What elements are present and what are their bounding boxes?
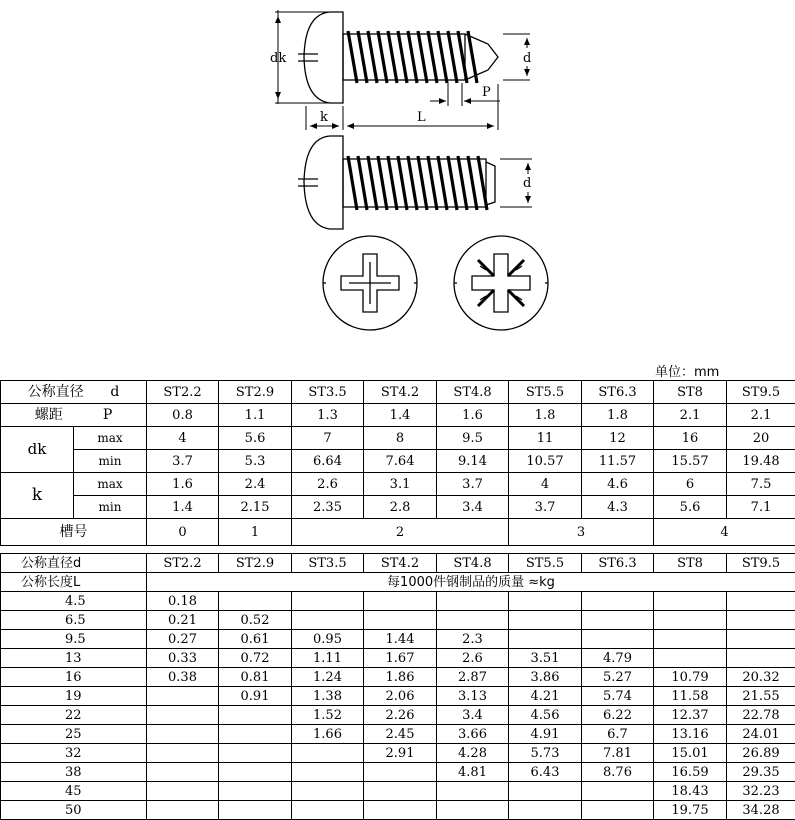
dk-max-row bbox=[1, 427, 795, 450]
pitch-cell: 1.8 bbox=[509, 404, 582, 427]
thread-stroke bbox=[428, 156, 437, 210]
mass-cell: 4.79 bbox=[582, 649, 654, 668]
k-min-cell: 3.4 bbox=[437, 496, 509, 519]
size-cell: ST4.2 bbox=[364, 381, 437, 404]
mass-cell bbox=[292, 801, 364, 820]
mass-cell: 0.91 bbox=[219, 687, 292, 706]
k-min-cell: 2.35 bbox=[292, 496, 364, 519]
dk-min-cell: 11.57 bbox=[582, 450, 654, 473]
mass-cell bbox=[147, 801, 219, 820]
k-max-cell: 1.6 bbox=[147, 473, 219, 496]
mass-cell: 7.81 bbox=[582, 744, 654, 763]
mass-row bbox=[1, 763, 795, 782]
mass-cell: 2.6 bbox=[437, 649, 509, 668]
mass-row bbox=[1, 649, 795, 668]
mass-cell: 0.72 bbox=[219, 649, 292, 668]
k-min-cell: 4.3 bbox=[582, 496, 654, 519]
mass-cell: 0.27 bbox=[147, 630, 219, 649]
mass-cell bbox=[219, 801, 292, 820]
mass-cell bbox=[219, 592, 292, 611]
mass-cell: 0.21 bbox=[147, 611, 219, 630]
thread-stroke bbox=[448, 31, 457, 83]
dk-max-cell: 8 bbox=[364, 427, 437, 450]
mass-cell: 16.59 bbox=[654, 763, 727, 782]
mass-header-row bbox=[1, 554, 795, 573]
mass-cell: 1.38 bbox=[292, 687, 364, 706]
mass-cell bbox=[219, 782, 292, 801]
mass-cell bbox=[654, 592, 727, 611]
mass-cell: 1.24 bbox=[292, 668, 364, 687]
dim-dk-label: dk bbox=[270, 51, 287, 66]
dk-max-cell: 7 bbox=[292, 427, 364, 450]
mass-row bbox=[1, 611, 795, 630]
mass-cell bbox=[654, 611, 727, 630]
mass-row bbox=[1, 630, 795, 649]
length-cell: 16 bbox=[1, 668, 147, 687]
thread-stroke bbox=[418, 31, 427, 83]
thread-stroke bbox=[368, 156, 377, 210]
mass-cell bbox=[509, 592, 582, 611]
mass-cell: 18.43 bbox=[654, 782, 727, 801]
mass-cell bbox=[437, 782, 509, 801]
thread-stroke bbox=[358, 31, 367, 83]
mass-cell bbox=[582, 592, 654, 611]
thread-stroke bbox=[398, 156, 407, 210]
dimension-spec-table bbox=[0, 380, 795, 546]
pitch-cell: 1.8 bbox=[582, 404, 654, 427]
mass-cell: 15.01 bbox=[654, 744, 727, 763]
length-cell: 4.5 bbox=[1, 592, 147, 611]
mass-size-cell: ST3.5 bbox=[292, 554, 364, 573]
mass-cell bbox=[147, 744, 219, 763]
dk-min-cell: 6.64 bbox=[292, 450, 364, 473]
mass-cell bbox=[147, 782, 219, 801]
k-max-cell: 6 bbox=[654, 473, 727, 496]
mass-row bbox=[1, 687, 795, 706]
mass-cell: 2.3 bbox=[437, 630, 509, 649]
mass-cell bbox=[147, 763, 219, 782]
size-cell: ST9.5 bbox=[727, 381, 795, 404]
length-cell: 50 bbox=[1, 801, 147, 820]
k-max-cell: 3.1 bbox=[364, 473, 437, 496]
mass-size-cell: ST2.2 bbox=[147, 554, 219, 573]
pitch-cell: 1.6 bbox=[437, 404, 509, 427]
k-max-cell: 4.6 bbox=[582, 473, 654, 496]
mass-cell: 2.06 bbox=[364, 687, 437, 706]
screw-side-view-flat-tip bbox=[298, 136, 495, 229]
mass-cell: 1.86 bbox=[364, 668, 437, 687]
dk-min-cell: 9.14 bbox=[437, 450, 509, 473]
dk-max-cell: 5.6 bbox=[219, 427, 292, 450]
mass-cell: 2.45 bbox=[364, 725, 437, 744]
pitch-cell: 1.3 bbox=[292, 404, 364, 427]
mass-cell: 5.73 bbox=[509, 744, 582, 763]
thread-stroke bbox=[438, 31, 447, 83]
mass-cell: 0.52 bbox=[219, 611, 292, 630]
slot-row bbox=[1, 519, 795, 546]
spec-header-row bbox=[1, 381, 795, 404]
k-min-cell: 2.8 bbox=[364, 496, 437, 519]
dk-min-cell: 5.3 bbox=[219, 450, 292, 473]
mass-cell bbox=[727, 611, 795, 630]
mass-cell bbox=[582, 611, 654, 630]
dk-max-cell: 16 bbox=[654, 427, 727, 450]
mass-cell: 21.55 bbox=[727, 687, 795, 706]
k-max-row bbox=[1, 473, 795, 496]
k-max-label: max bbox=[74, 473, 147, 496]
nominal-diameter-header: 公称直径 d bbox=[1, 381, 147, 404]
nominal-length-l-header: 公称长度L bbox=[1, 573, 147, 592]
k-min-cell: 7.1 bbox=[727, 496, 795, 519]
mass-cell: 0.81 bbox=[219, 668, 292, 687]
thread-stroke bbox=[468, 156, 477, 210]
mass-cell bbox=[364, 763, 437, 782]
mass-cell: 0.61 bbox=[219, 630, 292, 649]
thread-stroke bbox=[418, 156, 427, 210]
thread-stroke bbox=[448, 156, 457, 210]
mass-cell bbox=[364, 782, 437, 801]
mass-cell bbox=[292, 744, 364, 763]
mass-cell: 0.33 bbox=[147, 649, 219, 668]
dk-min-cell: 15.57 bbox=[654, 450, 727, 473]
mass-cell bbox=[582, 782, 654, 801]
mass-cell: 5.74 bbox=[582, 687, 654, 706]
thread-stroke bbox=[348, 31, 357, 83]
dim-l-label: L bbox=[417, 110, 426, 125]
mass-cell bbox=[437, 611, 509, 630]
mass-cell: 34.28 bbox=[727, 801, 795, 820]
mass-cell: 4.91 bbox=[509, 725, 582, 744]
dk-min-cell: 7.64 bbox=[364, 450, 437, 473]
k-min-cell: 2.15 bbox=[219, 496, 292, 519]
mass-row bbox=[1, 592, 795, 611]
size-cell: ST6.3 bbox=[582, 381, 654, 404]
thread-stroke bbox=[358, 156, 367, 210]
mass-cell: 1.66 bbox=[292, 725, 364, 744]
mass-cell: 3.66 bbox=[437, 725, 509, 744]
mass-cell: 11.58 bbox=[654, 687, 727, 706]
dk-min-cell: 3.7 bbox=[147, 450, 219, 473]
mass-cell: 2.26 bbox=[364, 706, 437, 725]
mass-cell: 24.01 bbox=[727, 725, 795, 744]
k-max-cell: 3.7 bbox=[437, 473, 509, 496]
dk-max-cell: 9.5 bbox=[437, 427, 509, 450]
length-cell: 38 bbox=[1, 763, 147, 782]
mass-cell: 6.22 bbox=[582, 706, 654, 725]
nominal-diameter-d-header: 公称直径d bbox=[1, 554, 147, 573]
mass-cell bbox=[437, 801, 509, 820]
pitch-cell: 1.1 bbox=[219, 404, 292, 427]
mass-cell: 8.76 bbox=[582, 763, 654, 782]
mass-cell: 4.81 bbox=[437, 763, 509, 782]
mass-cell bbox=[654, 649, 727, 668]
pitch-row bbox=[1, 404, 795, 427]
dk-max-label: max bbox=[74, 427, 147, 450]
mass-cell: 4.21 bbox=[509, 687, 582, 706]
length-cell: 6.5 bbox=[1, 611, 147, 630]
thread-stroke bbox=[438, 156, 447, 210]
mass-cell bbox=[437, 592, 509, 611]
mass-cell bbox=[509, 630, 582, 649]
length-cell: 45 bbox=[1, 782, 147, 801]
dim-p-label: P bbox=[482, 85, 491, 100]
mass-cell bbox=[292, 611, 364, 630]
mass-cell bbox=[292, 763, 364, 782]
mass-cell bbox=[582, 630, 654, 649]
size-cell: ST5.5 bbox=[509, 381, 582, 404]
dim-k-label: k bbox=[320, 110, 328, 125]
k-max-cell: 4 bbox=[509, 473, 582, 496]
mass-cell bbox=[292, 592, 364, 611]
slot-cell: 2 bbox=[292, 519, 509, 546]
length-cell: 9.5 bbox=[1, 630, 147, 649]
dk-min-cell: 10.57 bbox=[509, 450, 582, 473]
mass-cell: 1.67 bbox=[364, 649, 437, 668]
mass-cell bbox=[147, 687, 219, 706]
dimension-lines bbox=[275, 10, 532, 207]
k-min-row bbox=[1, 496, 795, 519]
thread-stroke bbox=[458, 156, 467, 210]
mass-cell: 20.32 bbox=[727, 668, 795, 687]
mass-row bbox=[1, 782, 795, 801]
mass-cell: 2.87 bbox=[437, 668, 509, 687]
mass-cell bbox=[727, 630, 795, 649]
k-header: k bbox=[1, 473, 74, 519]
mass-cell bbox=[364, 592, 437, 611]
length-cell: 19 bbox=[1, 687, 147, 706]
size-cell: ST2.9 bbox=[219, 381, 292, 404]
mass-row bbox=[1, 744, 795, 763]
thread-stroke bbox=[398, 31, 407, 83]
mass-size-cell: ST6.3 bbox=[582, 554, 654, 573]
thread-stroke bbox=[408, 156, 417, 210]
pozidriv-head-view bbox=[454, 236, 548, 330]
phillips-head-view bbox=[323, 236, 417, 330]
mass-cell: 4.56 bbox=[509, 706, 582, 725]
dk-max-cell: 20 bbox=[727, 427, 795, 450]
mass-row bbox=[1, 668, 795, 687]
mass-cell bbox=[219, 763, 292, 782]
mass-cell bbox=[509, 611, 582, 630]
mass-cell: 1.52 bbox=[292, 706, 364, 725]
dk-max-cell: 4 bbox=[147, 427, 219, 450]
slot-cell: 4 bbox=[654, 519, 795, 546]
mass-cell: 1.11 bbox=[292, 649, 364, 668]
pitch-cell: 0.8 bbox=[147, 404, 219, 427]
mass-cell bbox=[509, 782, 582, 801]
slot-cell: 0 bbox=[147, 519, 219, 546]
mass-cell bbox=[509, 801, 582, 820]
mass-cell: 12.37 bbox=[654, 706, 727, 725]
mass-cell: 29.35 bbox=[727, 763, 795, 782]
thread-stroke bbox=[378, 156, 387, 210]
mass-cell: 3.86 bbox=[509, 668, 582, 687]
k-min-cell: 1.4 bbox=[147, 496, 219, 519]
mass-size-cell: ST4.8 bbox=[437, 554, 509, 573]
mass-size-cell: ST5.5 bbox=[509, 554, 582, 573]
k-min-label: min bbox=[74, 496, 147, 519]
mass-cell: 13.16 bbox=[654, 725, 727, 744]
k-max-cell: 2.6 bbox=[292, 473, 364, 496]
slot-cell: 1 bbox=[219, 519, 292, 546]
mass-cell bbox=[364, 611, 437, 630]
slot-header: 槽号 bbox=[1, 519, 147, 546]
size-cell: ST8 bbox=[654, 381, 727, 404]
mass-size-cell: ST9.5 bbox=[727, 554, 795, 573]
k-max-cell: 7.5 bbox=[727, 473, 795, 496]
mass-cell: 4.28 bbox=[437, 744, 509, 763]
thread-stroke bbox=[388, 31, 397, 83]
length-cell: 25 bbox=[1, 725, 147, 744]
length-cell: 22 bbox=[1, 706, 147, 725]
pitch-header: 螺距 P bbox=[1, 404, 147, 427]
mass-row bbox=[1, 706, 795, 725]
mass-caption: 每1000件钢制品的质量 ≈kg bbox=[147, 573, 795, 592]
dk-min-label: min bbox=[74, 450, 147, 473]
mass-cell: 6.43 bbox=[509, 763, 582, 782]
mass-cell: 2.91 bbox=[364, 744, 437, 763]
dk-min-cell: 19.48 bbox=[727, 450, 795, 473]
pitch-cell: 2.1 bbox=[727, 404, 795, 427]
size-cell: ST4.8 bbox=[437, 381, 509, 404]
screw-technical-drawing bbox=[0, 0, 795, 360]
size-cell: ST2.2 bbox=[147, 381, 219, 404]
mass-caption-row bbox=[1, 573, 795, 592]
mass-cell: 0.95 bbox=[292, 630, 364, 649]
mass-cell bbox=[219, 706, 292, 725]
thread-stroke bbox=[348, 156, 357, 210]
thread-stroke bbox=[368, 31, 377, 83]
dim-d-label: d bbox=[523, 51, 532, 66]
dk-min-row bbox=[1, 450, 795, 473]
dk-max-cell: 11 bbox=[509, 427, 582, 450]
screw-side-view-tapping-tip bbox=[298, 12, 498, 103]
mass-cell: 32.23 bbox=[727, 782, 795, 801]
dk-max-cell: 12 bbox=[582, 427, 654, 450]
length-cell: 13 bbox=[1, 649, 147, 668]
pitch-cell: 1.4 bbox=[364, 404, 437, 427]
mass-cell bbox=[147, 725, 219, 744]
mass-table-body bbox=[1, 592, 795, 820]
mass-cell bbox=[364, 801, 437, 820]
k-min-cell: 5.6 bbox=[654, 496, 727, 519]
mass-cell: 5.27 bbox=[582, 668, 654, 687]
mass-per-1000-table bbox=[0, 553, 795, 820]
mass-cell bbox=[147, 706, 219, 725]
mass-cell bbox=[292, 782, 364, 801]
mass-cell bbox=[727, 592, 795, 611]
mass-cell bbox=[219, 744, 292, 763]
thread-stroke bbox=[408, 31, 417, 83]
k-min-cell: 3.7 bbox=[509, 496, 582, 519]
mass-row bbox=[1, 725, 795, 744]
mass-row bbox=[1, 801, 795, 820]
mass-size-cell: ST2.9 bbox=[219, 554, 292, 573]
mass-cell bbox=[219, 725, 292, 744]
mass-cell: 22.78 bbox=[727, 706, 795, 725]
mass-cell: 26.89 bbox=[727, 744, 795, 763]
mass-cell: 6.7 bbox=[582, 725, 654, 744]
length-cell: 32 bbox=[1, 744, 147, 763]
k-max-cell: 2.4 bbox=[219, 473, 292, 496]
size-cell: ST3.5 bbox=[292, 381, 364, 404]
pitch-cell: 2.1 bbox=[654, 404, 727, 427]
mass-cell bbox=[727, 649, 795, 668]
mass-cell: 10.79 bbox=[654, 668, 727, 687]
mass-cell: 0.38 bbox=[147, 668, 219, 687]
dk-header: dk bbox=[1, 427, 74, 473]
mass-cell: 1.44 bbox=[364, 630, 437, 649]
thread-stroke bbox=[428, 31, 437, 83]
thread-stroke bbox=[388, 156, 397, 210]
mass-size-cell: ST4.2 bbox=[364, 554, 437, 573]
mass-cell bbox=[582, 801, 654, 820]
slot-cell: 3 bbox=[509, 519, 654, 546]
unit-label: 单位：mm bbox=[655, 365, 720, 380]
mass-size-cell: ST8 bbox=[654, 554, 727, 573]
mass-cell: 3.4 bbox=[437, 706, 509, 725]
mass-cell: 3.51 bbox=[509, 649, 582, 668]
mass-cell bbox=[654, 630, 727, 649]
mass-cell: 0.18 bbox=[147, 592, 219, 611]
mass-cell: 19.75 bbox=[654, 801, 727, 820]
thread-stroke bbox=[378, 31, 387, 83]
dim-d2-label: d bbox=[523, 176, 532, 191]
mass-cell: 3.13 bbox=[437, 687, 509, 706]
